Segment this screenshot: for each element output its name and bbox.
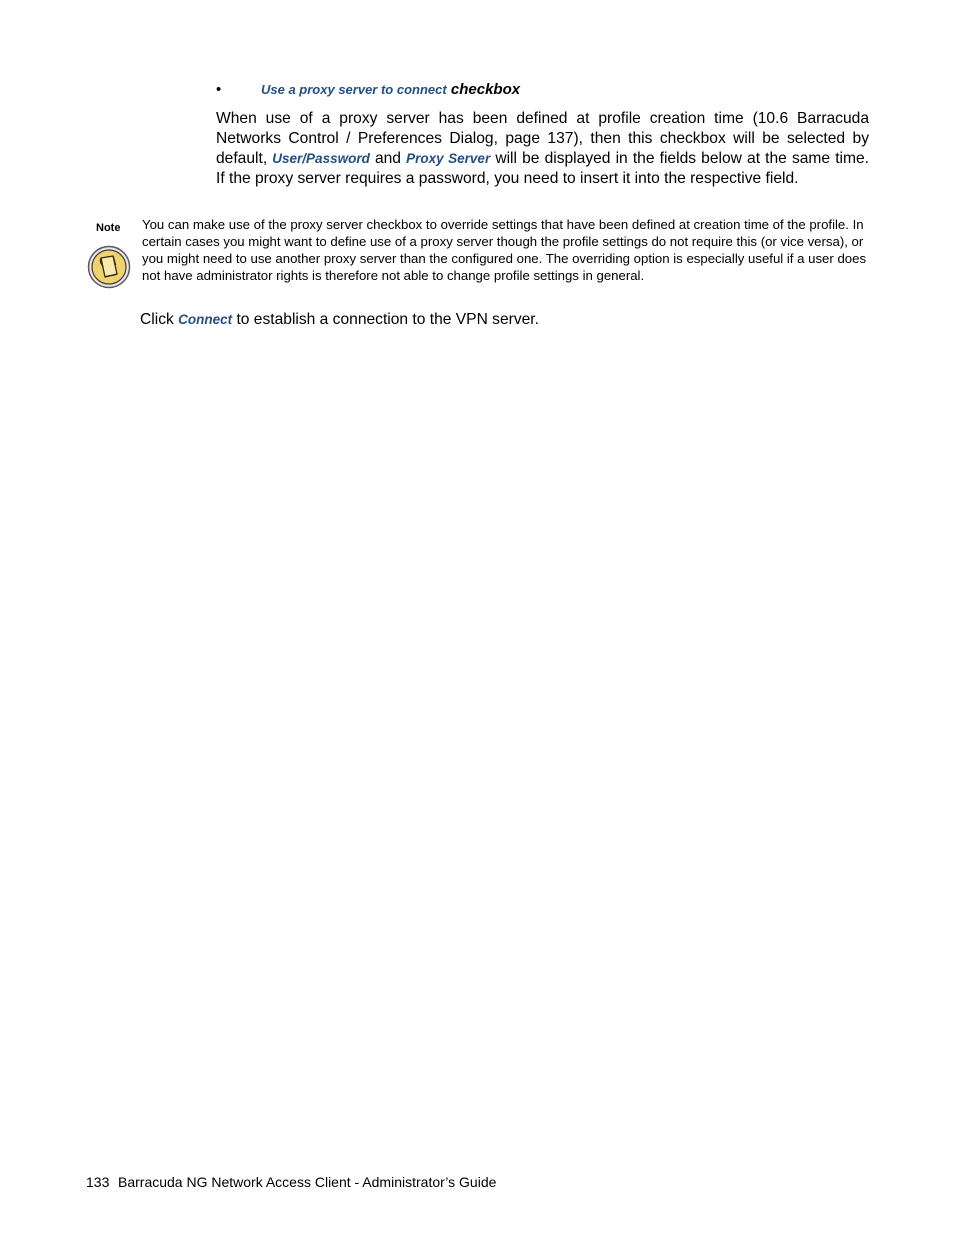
- click-instruction: [140, 310, 539, 330]
- click-suffix: to establish a connection to the VPN server.: [232, 311, 539, 328]
- ui-term-user-password: User/Password: [272, 151, 370, 166]
- note-label: Note: [96, 222, 121, 234]
- paragraph-text-1: When use of a proxy server has been defined at profile creation time (10.6 Barracuda Networks Control / Preferences Dialog, page 137), then this checkbox will be selected by default,: [216, 110, 869, 167]
- paragraph-text-3: will be displayed in the fields below at the same time. If the proxy server requires a password, you need to insert it into the respective field.: [216, 150, 870, 187]
- bullet-suffix: checkbox: [450, 81, 521, 98]
- note-text: You can make use of the proxy server checkbox to override settings that have been defined at creation time of the profile. In certain cases you might want to define use of a proxy server though the profile settings do not require this (or vice versa), or you might need to use another proxy server than the configured one. The overriding option is especially useful if a user does not have administrator rights is therefore not able to change profile settings in general.: [142, 217, 867, 283]
- footer-title: Barracuda NG Network Access Client - Administrator’s Guide: [118, 1174, 497, 1190]
- ui-term-proxy-server: Proxy Server: [406, 151, 491, 166]
- ui-term-proxy-checkbox: Use a proxy server to connect: [261, 82, 447, 97]
- bullet-symbol: •: [216, 81, 222, 98]
- note-pad-icon: [87, 245, 131, 289]
- click-prefix: Click: [140, 311, 179, 328]
- page-footer: [86, 1173, 496, 1191]
- body-paragraph: [216, 109, 869, 189]
- page-number: 133: [86, 1174, 110, 1190]
- bullet-item: [216, 80, 876, 100]
- paragraph-text-2: and: [369, 150, 407, 167]
- ui-term-connect: Connect: [178, 312, 233, 327]
